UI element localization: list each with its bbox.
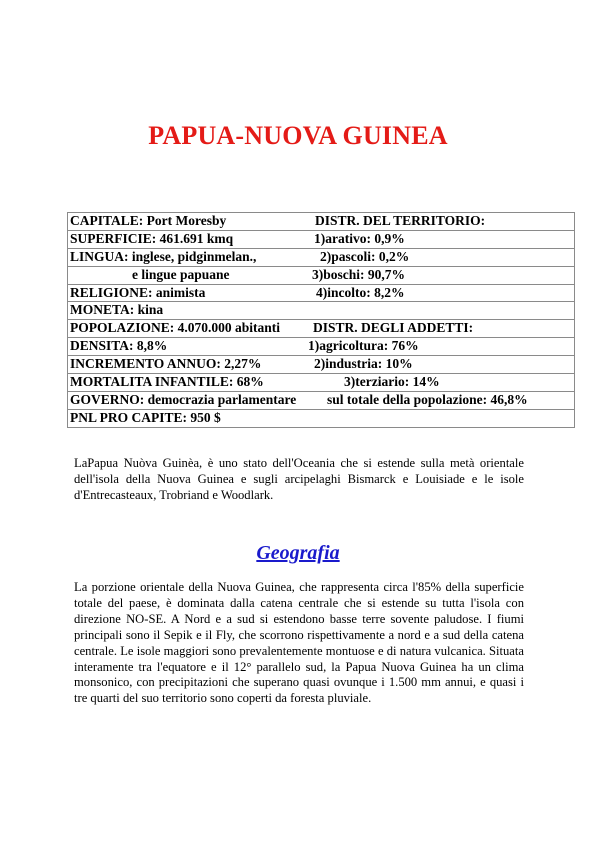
intro-paragraph: LaPapua Nuòva Guinèa, è uno stato dell'Oceania che si estende sulla metà orientale dell'isola della Nuova Guinea e sugli arcipelaghi Bismarck e Louisiade e le isole d'Entrecasteaux, Trobriand e Woodlark. [74, 456, 524, 502]
row-label: MORTALITA INFANTILE: 68% [70, 374, 264, 390]
row-value: 2)pascoli: 0,2% [320, 248, 410, 264]
row-label: LINGUA: inglese, pidginmelan., [70, 248, 257, 264]
row-value: 1)arativo: 0,9% [314, 230, 405, 246]
row-label: INCREMENTO ANNUO: 2,27% [70, 356, 262, 372]
table-row [68, 213, 574, 231]
row-value: DISTR. DEL TERRITORIO: [315, 213, 486, 228]
row-value: 3)boschi: 90,7% [312, 266, 406, 282]
table-row [68, 285, 574, 303]
table-row [68, 410, 574, 428]
row-label: MONETA: kina [70, 302, 164, 318]
table-row [68, 356, 574, 374]
geography-paragraph: La porzione orientale della Nuova Guinea, che rappresenta circa l'85% della superficie totale del paese, è dominata dalla catena centrale che si estende su tutta l'isola con direzione NO-SE. A Nord e a sud si estendono basse terre sovente paludose. I fiumi principali sono il Sepik e il Fly, che scorrono rispettivamente a nord e a sud della catena centrale. Le isole maggiori sono prevalentemente montuose e di natura vulcanica. Situata interamente tra l'equatore e il 12° parallelo sud, la Papua Nuova Guinea ha un clima monsonico, con precipitazioni che superano quasi ovunque i 1.500 mm annui, e quasi i tre quarti del suo territorio sono coperti da foresta pluviale. [74, 580, 524, 706]
row-value: DISTR. DEGLI ADDETTI: [313, 320, 474, 336]
table-row [68, 302, 574, 320]
table-row [68, 320, 574, 338]
section-heading-geografia[interactable]: Geografia [256, 542, 340, 564]
table-row [68, 267, 574, 285]
facts-table [67, 212, 575, 428]
row-value: 2)industria: 10% [314, 356, 413, 372]
table-row [68, 374, 574, 392]
table-row [68, 231, 574, 249]
table-row [68, 338, 574, 356]
row-label: GOVERNO: democrazia parlamentare [70, 391, 297, 407]
row-label: SUPERFICIE: 461.691 kmq [70, 230, 234, 246]
row-label: CAPITALE: Port Moresby [70, 213, 227, 228]
row-label: PNL PRO CAPITE: 950 $ [70, 409, 221, 425]
row-label: RELIGIONE: animista [70, 284, 206, 300]
row-label: e lingue papuane [132, 266, 230, 282]
row-value: 1)agricoltura: 76% [308, 338, 419, 354]
table-row [68, 249, 574, 267]
row-label: POPOLAZIONE: 4.070.000 abitanti [70, 320, 281, 336]
page-title: PAPUA-NUOVA GUINEA [148, 121, 448, 150]
table-row [68, 392, 574, 410]
row-value: 3)terziario: 14% [344, 374, 440, 390]
row-value: sul totale della popolazione: 46,8% [327, 391, 528, 407]
row-value: 4)incolto: 8,2% [316, 284, 405, 300]
row-label: DENSITA: 8,8% [70, 338, 168, 354]
